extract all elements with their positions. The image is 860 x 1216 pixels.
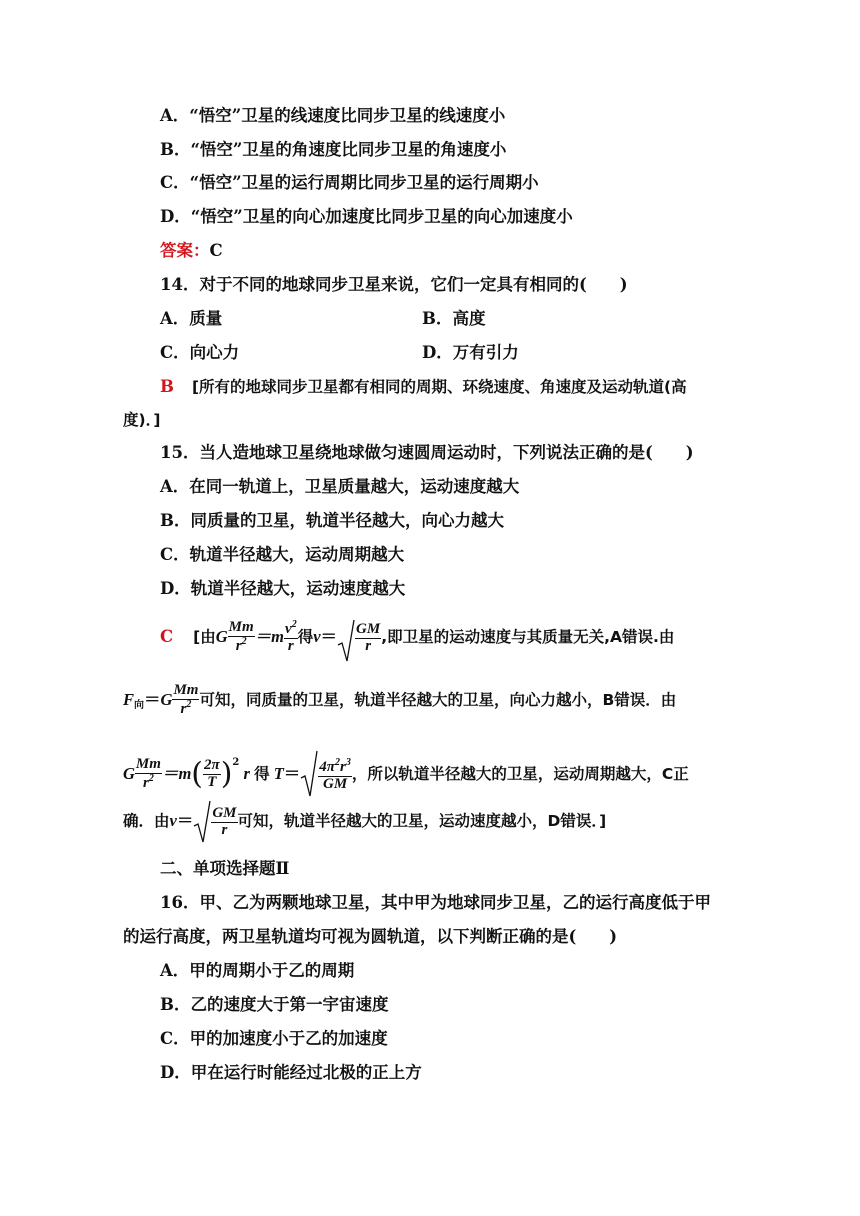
q16-option-c: C．甲的加速度小于乙的加速度 (160, 1029, 388, 1048)
q15-option-d: D．轨道半径越大，运动速度越大 (160, 579, 406, 598)
q13-option-a: A．“悟空”卫星的线速度比同步卫星的线速度小 (160, 106, 506, 125)
q15-answer: C (160, 627, 174, 646)
q14-explanation-line1: B [所有的地球同步卫星都有相同的周期、环绕速度、角速度及运动轨道(高 (160, 377, 687, 396)
q16-stem-line1: 16．甲、乙为两颗地球卫星，其中甲为地球同步卫星，乙的运行高度低于甲 (160, 893, 711, 912)
q13-answer (160, 240, 223, 262)
q15-explanation-line2: $F_向=G$ $\frac{Mm}{r^2}$ 可知，同质量的卫星，轨道半径越大的卫星，向心力越小，B错误．由 (123, 682, 677, 717)
fraction-2pi-t: $\frac{2\pi}{T}$ (204, 757, 220, 790)
q14-option-b: B．高度 (422, 309, 486, 328)
answer-value: C (209, 241, 223, 260)
q14-stem: 14．对于不同的地球同步卫星来说，它们一定具有相同的( ) (160, 275, 628, 294)
q16-option-d: D．甲在运行时能经过北极的正上方 (160, 1063, 422, 1082)
section-heading: 二、单项选择题Ⅱ (160, 859, 290, 878)
sqrt-gm-r: $\frac{GM}{r}$ (337, 619, 381, 657)
q14-options-row1 (160, 308, 486, 330)
fraction-mm-r2-b: $\frac{Mm}{r^2}$ (173, 682, 199, 717)
q14-explanation-line2: 度)．] (123, 411, 161, 429)
q16-option-b: B．乙的速度大于第一宇宙速度 (160, 995, 389, 1014)
q15-option-c: C．轨道半径越大，运动周期越大 (160, 545, 405, 564)
q13-option-b: B．“悟空”卫星的角速度比同步卫星的角速度小 (160, 140, 507, 159)
q14-answer: B (160, 377, 174, 396)
q16-stem-line2: 的运行高度，两卫星轨道均可视为圆轨道，以下判断正确的是( ) (123, 927, 618, 946)
q14-option-a: A．质量 (160, 309, 223, 328)
answer-label: 答案： (160, 241, 210, 260)
q15-explanation-line4: 确．由v＝ $\frac{GM}{r}$ 可知，轨道半径越大的卫星，运动速度越小，D错误．] (123, 799, 606, 844)
q14-option-d: D．万有引力 (422, 343, 519, 362)
fraction-v2-r: $\frac{v^2}{r}$ (285, 619, 297, 654)
formula-gravity: G (215, 627, 228, 646)
sqrt-4pi2r3-gm: $\frac{4\pi^2r^3}{GM}$ (300, 750, 352, 800)
q15-option-a: A．在同一轨道上，卫星质量越大，运动速度越大 (160, 477, 520, 496)
sqrt-gm-r-b: $\frac{GM}{r}$ (193, 800, 237, 844)
q14-option-c: C．向心力 (160, 343, 240, 362)
fraction-mm-r2: $\frac{Mm}{r^2}$ (228, 619, 254, 654)
q15-stem: 15．当人造地球卫星绕地球做匀速圆周运动时，下列说法正确的是( ) (160, 443, 694, 462)
fraction-mm-r2-c: $\frac{Mm}{r^2}$ (135, 756, 161, 791)
q14-options-row2 (160, 342, 519, 364)
q15-option-b: B．同质量的卫星，轨道半径越大，向心力越大 (160, 511, 504, 530)
q16-option-a: A．甲的周期小于乙的周期 (160, 961, 355, 980)
q13-option-d: D．“悟空”卫星的向心加速度比同步卫星的向心加速度小 (160, 207, 573, 226)
q13-option-c: C．“悟空”卫星的运行周期比同步卫星的运行周期小 (160, 173, 539, 192)
q15-explanation-line1: C [由G $\frac{Mm}{r^2}$ ＝m $\frac{v^2}{r}$ 得v＝ $\frac{GM}{r}$ ,即卫星的运动速度与其质量无关,A错误.由 (160, 618, 674, 657)
q15-explanation-line3: G $\frac{Mm}{r^2}$ ＝m( $\frac{2\pi}{T}$ )$^2$ r 得 T＝ $\frac{4\pi^2r^3}{GM}$ ，所以轨道半径越大的卫星，运动周期越大，C正 (123, 738, 689, 800)
